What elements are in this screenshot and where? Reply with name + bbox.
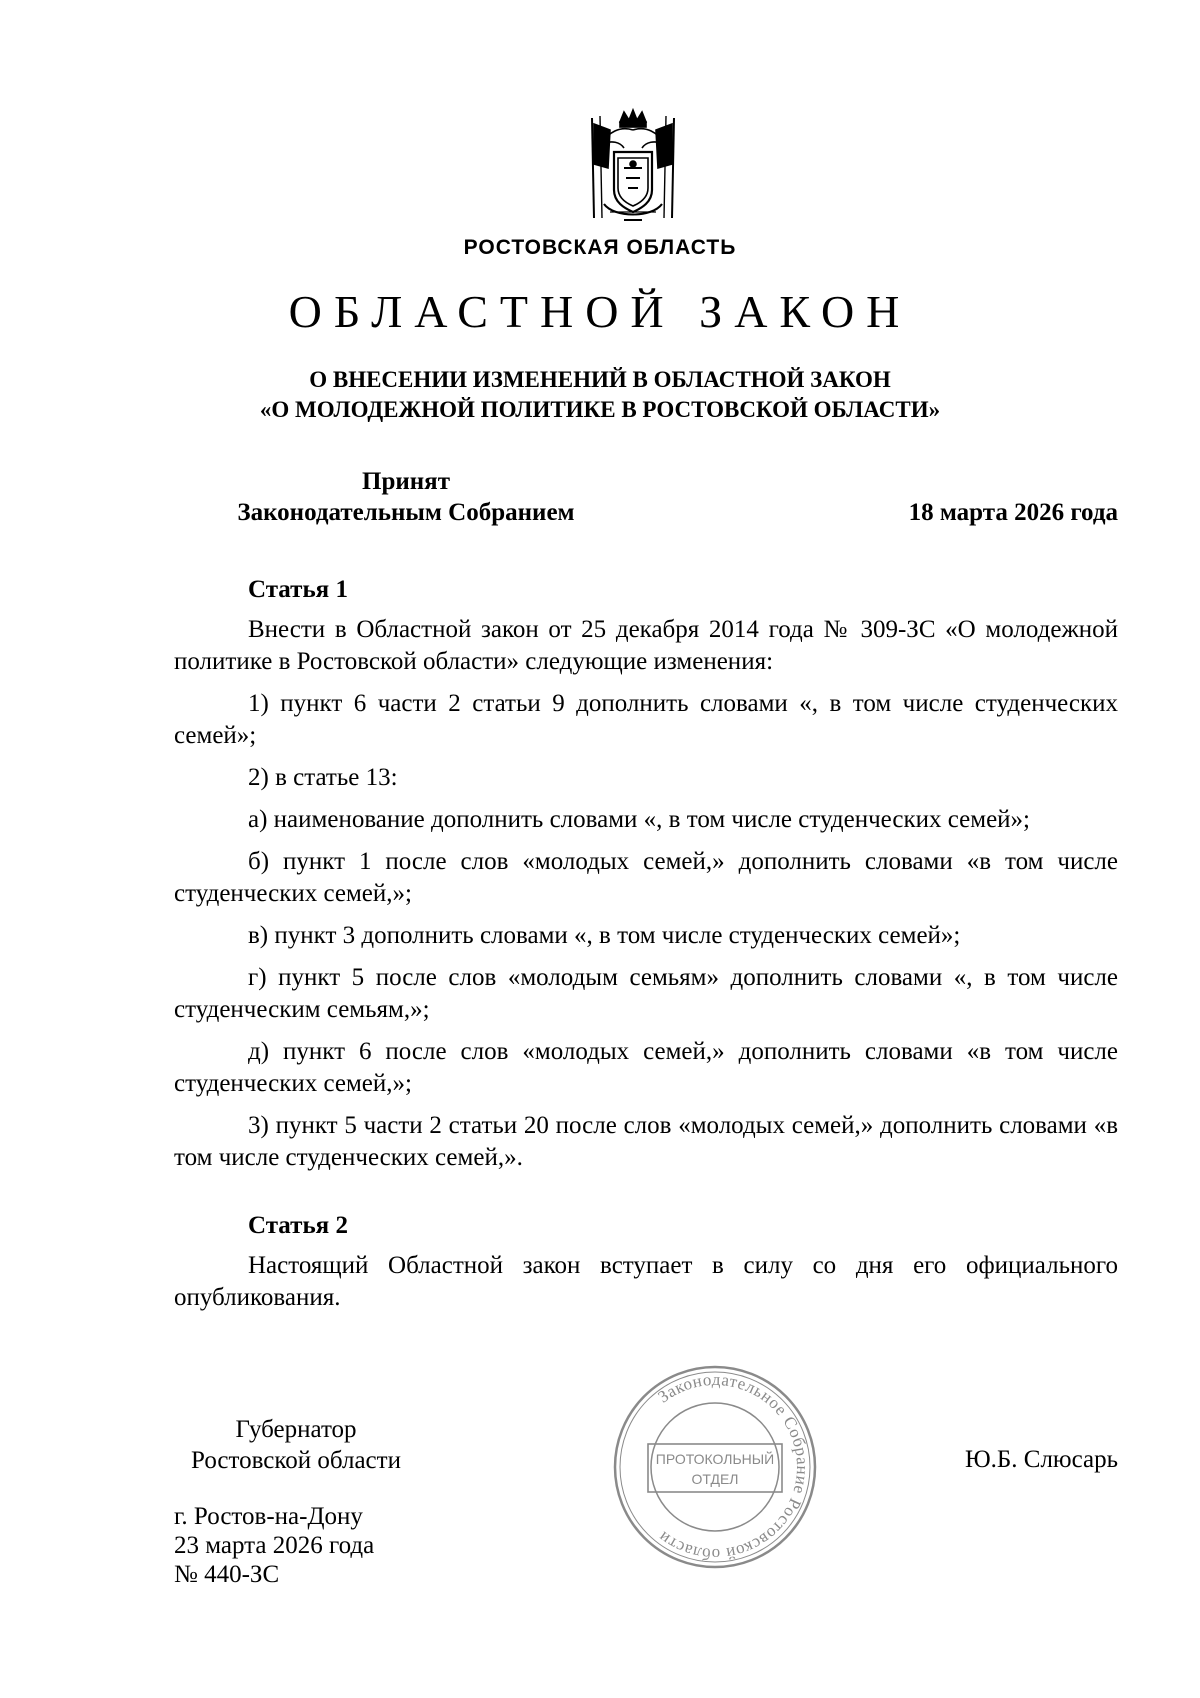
article-1-paragraph: а) наименование дополнить словами «, в том числе студенческих семей»; — [248, 806, 1030, 833]
article-2-paragraph: Настоящий Областной закон вступает в силу со дня его официального опубликования. — [174, 1252, 1118, 1311]
document-footer — [174, 1502, 374, 1589]
article-2-heading: Статья 2 — [248, 1212, 348, 1239]
adoption-label-line-2: Законодательным Собранием — [237, 499, 575, 526]
article-1-paragraph: д) пункт 6 после слов «молодых семей,» дополнить словами «в том числе студенческих семей,»; — [174, 1038, 1118, 1097]
document-type: ОБЛАСТНОЙ ЗАКОН — [288, 286, 912, 337]
article-1-paragraph: 2) в статье 13: — [248, 764, 398, 791]
adoption-label — [176, 466, 636, 528]
official-seal-stamp — [610, 1362, 820, 1572]
signatory-position-line-1: Губернатор — [235, 1416, 357, 1443]
footer-place: г. Ростов-на-Дону — [174, 1503, 363, 1530]
article-1-heading: Статья 1 — [248, 576, 348, 603]
signatory-position — [176, 1414, 416, 1476]
seal-inner-line-1: ПРОТОКОЛЬНЫЙ — [655, 1451, 775, 1467]
law-body — [174, 574, 1118, 1314]
adoption-label-line-1: Принят — [362, 468, 450, 495]
article-1-paragraph: в) пункт 3 дополнить словами «, в том числе студенческих семей»; — [248, 922, 961, 949]
article-1-paragraph: г) пункт 5 после слов «молодым семьям» дополнить словами «, в том числе студенческим семьям,»; — [174, 964, 1118, 1023]
footer-date: 23 марта 2026 года — [174, 1532, 375, 1559]
region-name: РОСТОВСКАЯ ОБЛАСТЬ — [463, 236, 737, 259]
seal-inner-line-2: ОТДЕЛ — [691, 1471, 739, 1487]
signatory-name: Ю.Б. Слюсарь — [964, 1446, 1118, 1473]
law-title-line-2: «О МОЛОДЕЖНОЙ ПОЛИТИКЕ В РОСТОВСКОЙ ОБЛАСТИ» — [259, 397, 941, 422]
coat-of-arms-icon — [580, 108, 686, 228]
law-title — [0, 365, 1200, 425]
signatory-position-line-2: Ростовской области — [191, 1447, 401, 1474]
adoption-date: 18 марта 2026 года — [908, 499, 1118, 526]
article-1-paragraph: б) пункт 1 после слов «молодых семей,» дополнить словами «в том числе студенческих семей,»; — [174, 848, 1118, 907]
article-1-paragraph: 3) пункт 5 части 2 статьи 20 после слов «молодых семей,» дополнить словами «в том числе студенческих семей,». — [174, 1112, 1118, 1171]
seal-outer-text: Законодательное Собрание Ростовской области — [654, 1369, 813, 1565]
law-title-line-1: О ВНЕСЕНИИ ИЗМЕНЕНИЙ В ОБЛАСТНОЙ ЗАКОН — [309, 367, 891, 392]
article-1-paragraph: Внести в Областной закон от 25 декабря 2014 года № 309-ЗС «О молодежной политике в Ростовской области» следующие изменения: — [174, 616, 1118, 675]
footer-number: № 440-ЗС — [174, 1561, 280, 1588]
article-1-paragraph: 1) пункт 6 части 2 статьи 9 дополнить словами «, в том числе студенческих семей»; — [174, 690, 1118, 749]
